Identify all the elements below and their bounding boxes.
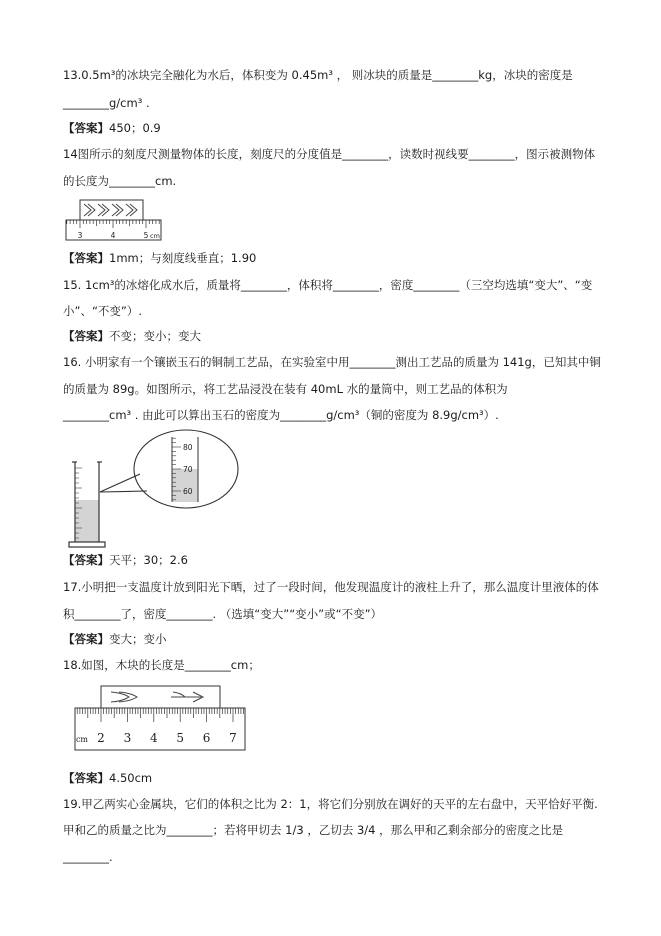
q16-text-line-3: ________cm³ . 由此可以算出玉石的密度为________g/cm³（铜的密度为 8.9g/cm³）.: [63, 408, 499, 422]
ruler-label-6: 6: [202, 731, 211, 745]
cylinder-water: [76, 500, 99, 542]
q16-answer: [63, 552, 188, 568]
q16-text-line-2: 的质量为 89g。如图所示，将工艺品浸没在装有 40mL 水的量筒中，则工艺品的体积为: [63, 382, 508, 396]
q14-answer: [63, 250, 256, 266]
answer-label: 【答案】: [63, 121, 109, 135]
ruler-label-3: 3: [77, 231, 83, 240]
ruler-unit-label: cm: [150, 232, 160, 240]
ruler-label-2: 2: [97, 731, 105, 745]
q18-answer-value: 4.50cm: [109, 771, 153, 785]
answer-label: 【答案】: [63, 771, 109, 785]
q17-answer: [63, 631, 167, 647]
answer-label: 【答案】: [63, 329, 109, 343]
q16-graduated-cylinder-figure: [63, 428, 243, 550]
q18-answer: [63, 770, 152, 786]
ruler-label-7: 7: [229, 731, 237, 745]
scale-label-70: 70: [183, 465, 193, 474]
scale-label-80: 80: [183, 443, 193, 452]
q18-ruler-figure: [73, 683, 251, 755]
answer-label: 【答案】: [63, 553, 109, 567]
q13-text-line-2: ________g/cm³ .: [63, 96, 150, 110]
ruler-label-3: 3: [123, 731, 132, 745]
ruler-label-4: 4: [149, 731, 158, 745]
q16-answer-value: 天平；30；2.6: [109, 553, 188, 567]
q14-ruler-figure: [63, 195, 168, 245]
q15-text-line-1: 15. 1cm³的冰熔化成水后，质量将________，体积将________，密度________（三空均选填“变大”、“变: [63, 278, 593, 292]
answer-label: 【答案】: [63, 632, 109, 646]
ruler-label-5: 5: [143, 231, 149, 240]
q16-text-line-1: 16. 小明家有一个镶嵌玉石的铜制工艺品，在实验室中用________测出工艺品的质量为 141g，已知其中铜: [63, 355, 601, 369]
q19-text-line-1: 19.甲乙两实心金属块，它们的体积之比为 2：1，将它们分别放在调好的天平的左右盘中，天平恰好平衡.: [63, 797, 598, 811]
scale-label-60: 60: [183, 487, 193, 496]
q14-text-line-1: 14图所示的刻度尺测量物体的长度，刻度尺的分度值是________，读数时视线要________，图示被测物体: [63, 147, 596, 161]
q17-text-line-2: 积________了，密度________. （选填“变大”“变小”或“不变”）: [63, 607, 383, 621]
q19-text-line-2: 甲和乙的质量之比为________；若将甲切去 1/3 ，乙切去 3/4 ，那么甲和乙剩余部分的密度之比是: [63, 823, 564, 837]
ruler-label-5: 5: [176, 731, 185, 745]
q19-text-line-3: ________.: [63, 850, 113, 864]
q15-answer-value: 不变；变小；变大: [109, 329, 201, 343]
ruler-label-4: 4: [110, 231, 116, 240]
q14-answer-value: 1mm；与刻度线垂直；1.90: [109, 251, 257, 265]
q17-answer-value: 变大；变小: [109, 632, 167, 646]
q15-answer: [63, 328, 201, 344]
answer-label: 【答案】: [63, 251, 109, 265]
q18-text-line-1: 18.如图，木块的长度是________cm；: [63, 658, 260, 672]
q14-text-line-2: 的长度为________cm.: [63, 174, 177, 188]
ruler-unit-label: cm: [75, 735, 89, 744]
q13-text-line-1: 13.0.5m³的冰块完全融化为水后，体积变为 0.45m³ ， 则冰块的质量是________kg，冰块的密度是: [63, 68, 573, 82]
q17-text-line-1: 17.小明把一支温度计放到阳光下晒，过了一段时间，他发现温度计的液柱上升了，那么温度计里液体的体: [63, 580, 599, 594]
q13-answer-value: 450；0.9: [109, 121, 161, 135]
q15-text-line-2: 小”、“不变”）.: [63, 304, 143, 318]
q13-answer: [63, 120, 161, 136]
